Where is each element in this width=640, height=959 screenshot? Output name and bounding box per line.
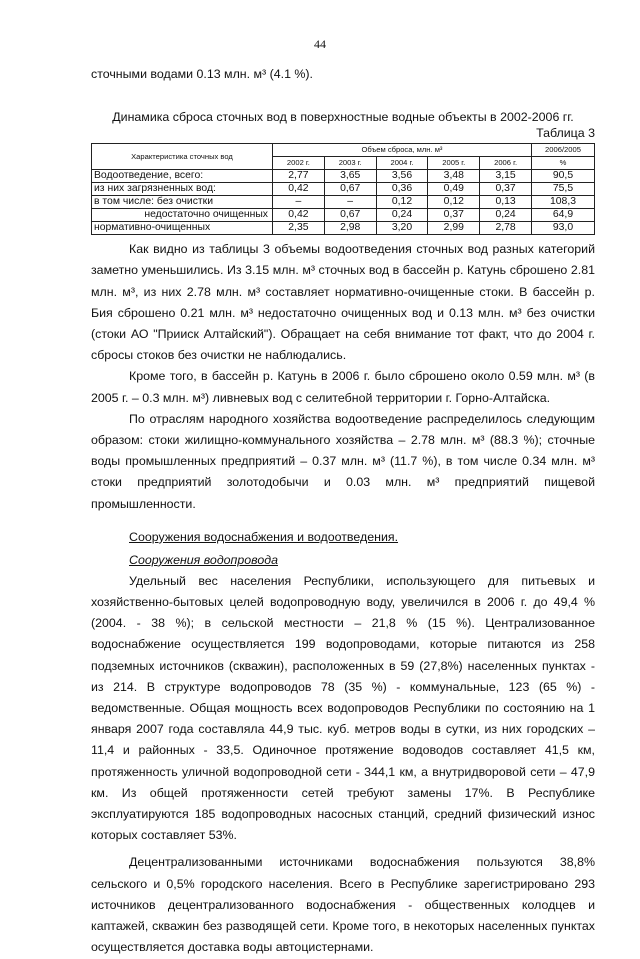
cell-value: 3,15: [480, 170, 532, 183]
cell-value: 2,77: [273, 170, 325, 183]
cell-value: 0,37: [428, 209, 480, 222]
cell-ratio: 64,9: [532, 209, 595, 222]
cell-value: 0,24: [376, 209, 428, 222]
spacer: [91, 515, 595, 521]
paragraph-decentralized: Децентрализованными источниками водоснабжения пользуются 38,8% сельского и 0,5% городского населения. Всего в Республике зарегистрировано 293 источников децентрализованного водоснабжения - общественных колодцев и каптажей, скважин без разводящей сети. Кроме того, в некоторых населенных пунктах осуществляется доставка воды автоцистернами.: [91, 855, 595, 955]
table-header-row: [92, 144, 595, 157]
header-characteristic: Характеристика сточных вод: [92, 144, 273, 170]
cell-value: 3,20: [376, 222, 428, 235]
cell-value: –: [324, 196, 376, 209]
header-year: 2003 г.: [324, 157, 376, 170]
page-number: 44: [314, 37, 326, 51]
row-label: нормативно-очищенных: [92, 222, 273, 235]
paragraph-industry-breakdown: По отраслям народного хозяйства водоотведение распределилось следующим образом: стоки жилищно-коммунального хозяйства – 2.78 млн. м³ (88.3 %); сточные воды промышленных предприятий – 0.37 млн. м³ (11.7 %), в том числе 0.34 млн. м³ стоки предприятий золотодобычи и 0.03 млн. м³ предприятий пищевой промышленности.: [91, 411, 595, 511]
cell-value: 0,42: [273, 183, 325, 196]
paragraph-water-supply: Удельный вес населения Республики, использующего для питьевых и хозяйственно-бытовых целей водопроводную воду, увеличился в 2006 г. до 49,4 % (2004. - 38 %); в сельской местности – 21,8 % (15 %). Централизованное водоснабжение осуществляется 199 водопроводами, которые питаются из 258 подземных источников (скважин), расположенных в 59 (27,8%) населенных пунктах - из 214. В структуре водопроводов 78 (35 %) - коммунальные, 123 (65 %) - ведомственные. Общая мощность всех водопроводов Республики по состоянию на 1 января 2007 года составляла 44,9 тыс. куб. метров воды в сутки, из них городских – 11,4 и районных - 33,5. Одиночное протяжение водоводов составляет 41,5 км, протяженность уличной водопроводной сети - 344,1 км, а внутридворовой сети – 47,9 км. Из общей протяженности сетей требуют замены 17%. В Республике эксплуатируются 185 водопроводных насосных станций, средний физический износ которых составляет 53%.: [91, 573, 595, 843]
cell-value: 3,56: [376, 170, 428, 183]
header-ratio-top: 2006/2005: [532, 144, 595, 157]
cell-value: 0,37: [480, 183, 532, 196]
row-label: в том числе: без очистки: [92, 196, 273, 209]
cell-value: 0,67: [324, 209, 376, 222]
section-heading: Сооружения водоснабжения и водоотведения.: [129, 529, 399, 544]
header-ratio-bottom: %: [532, 157, 595, 170]
cell-ratio: 90,5: [532, 170, 595, 183]
section-subheading: Сооружения водопровода: [129, 552, 278, 567]
cell-value: 0,67: [324, 183, 376, 196]
table-row: [92, 170, 595, 183]
cell-ratio: 93,0: [532, 222, 595, 235]
intro-line: сточными водами 0.13 млн. м³ (4.1 %).: [91, 67, 314, 81]
table-row: [92, 209, 595, 222]
header-volume: Объем сброса, млн. м³: [273, 144, 532, 157]
table-row: [92, 222, 595, 235]
paragraph-storm-water: Кроме того, в бассейн р. Катунь в 2006 г. было сброшено около 0.59 млн. м³ (в 2005 г. – 0.3 млн. м³) ливневых вод с селитебной территории г. Горно-Алтайска.: [91, 369, 595, 405]
cell-value: 0,13: [480, 196, 532, 209]
header-year: 2004 г.: [376, 157, 428, 170]
page-content: [91, 64, 595, 959]
cell-value: 0,12: [428, 196, 480, 209]
cell-value: 2,98: [324, 222, 376, 235]
table-row: [92, 183, 595, 196]
header-year: 2006 г.: [480, 157, 532, 170]
table-caption: Динамика сброса сточных вод в поверхностные водные объекты в 2002-2006 гг.: [112, 110, 574, 125]
row-label: Водоотведение, всего:: [92, 170, 273, 183]
cell-value: 3,48: [428, 170, 480, 183]
cell-value: 3,65: [324, 170, 376, 183]
row-label: недостаточно очищенных: [92, 209, 273, 222]
cell-ratio: 108,3: [532, 196, 595, 209]
cell-ratio: 75,5: [532, 183, 595, 196]
table-label: Таблица 3: [536, 126, 595, 141]
cell-value: 0,12: [376, 196, 428, 209]
cell-value: 2,99: [428, 222, 480, 235]
header-year: 2002 г.: [273, 157, 325, 170]
discharge-table: [91, 143, 595, 235]
cell-value: 0,24: [480, 209, 532, 222]
cell-value: 0,42: [273, 209, 325, 222]
table-row: [92, 196, 595, 209]
cell-value: 0,36: [376, 183, 428, 196]
cell-value: 2,35: [273, 222, 325, 235]
cell-value: 0,49: [428, 183, 480, 196]
cell-value: 2,78: [480, 222, 532, 235]
cell-value: –: [273, 196, 325, 209]
paragraph-table-analysis: Как видно из таблицы 3 объемы водоотведения сточных вод разных категорий заметно уменьшились. Из 3.15 млн. м³ сточных вод в бассейн р. Катунь сброшено 2.81 млн. м³, из них 2.78 млн. м³ составляет нормативно-очищенные стоки. В бассейн р. Бия сброшено 0.21 млн. м³ недостаточно очищенных вод и 0.13 млн. м³ без очистки (стоки АО "Прииск Алтайский"). Обращает на себя внимание тот факт, что до 2004 г. сбросы стоков без очистки не наблюдались.: [91, 242, 595, 363]
row-label: из них загрязненных вод:: [92, 183, 273, 196]
header-year: 2005 г.: [428, 157, 480, 170]
